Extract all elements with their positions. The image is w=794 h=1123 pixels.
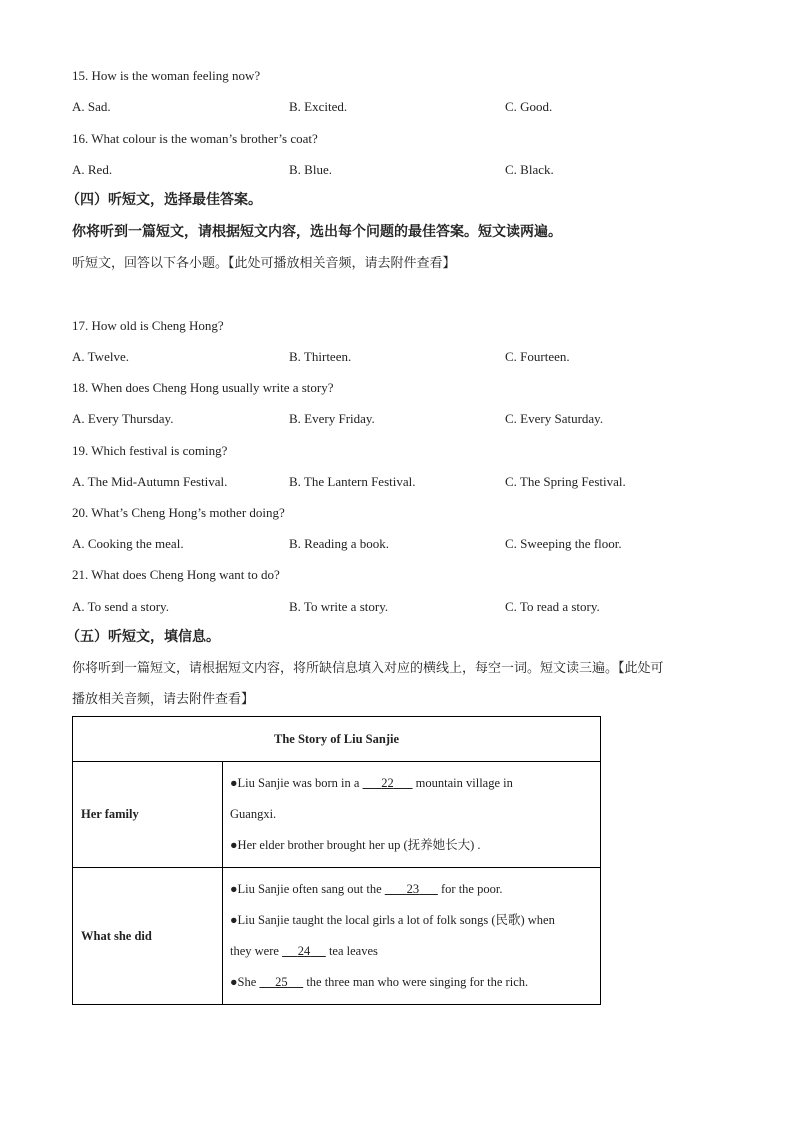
q19-option-b: B. The Lantern Festival. xyxy=(289,474,416,489)
q16-option-c: C. Black. xyxy=(505,162,554,177)
q19-option-c: C. The Spring Festival. xyxy=(505,474,626,489)
q19-option-a: A. The Mid-Autumn Festival. xyxy=(72,474,228,489)
question-17: 17. How old is Cheng Hong? xyxy=(72,318,224,333)
row-what-she-did-label: What she did xyxy=(73,868,223,1005)
bullet-born: ●Liu Sanjie was born in a 22 mountain village in xyxy=(230,776,513,790)
question-18: 18. When does Cheng Hong usually write a story? xyxy=(72,380,334,395)
question-16: 16. What colour is the woman’s brother’s coat? xyxy=(72,131,318,146)
section-5-heading: （五）听短文，填信息。 xyxy=(66,629,220,645)
bullet-taught-cont: they were 24 tea leaves xyxy=(230,944,378,958)
blank-22: 22 xyxy=(381,776,394,790)
q20-option-b: B. Reading a book. xyxy=(289,536,390,551)
story-table xyxy=(72,716,601,1005)
bullet-born-cont: Guangxi. xyxy=(230,807,277,821)
q15-option-a: A. Sad. xyxy=(72,99,111,114)
section-5-instruction-line1: 你将听到一篇短文，请根据短文内容，将所缺信息填入对应的横线上，每空一词。短文读三遍。【此处可 xyxy=(72,661,664,676)
bullet-taught: ●Liu Sanjie taught the local girls a lot of folk songs (民歌) when xyxy=(230,913,555,927)
question-20: 20. What’s Cheng Hong’s mother doing? xyxy=(72,505,285,520)
blank-25: 25 xyxy=(275,975,288,989)
q18-option-b: B. Every Friday. xyxy=(289,411,375,426)
q20-option-c: C. Sweeping the floor. xyxy=(505,536,622,551)
q18-option-a: A. Every Thursday. xyxy=(72,411,174,426)
question-21: 21. What does Cheng Hong want to do? xyxy=(72,567,280,582)
section-4-heading: （四）听短文，选择最佳答案。 xyxy=(66,192,262,208)
q21-option-c: C. To read a story. xyxy=(505,599,600,614)
q18-option-c: C. Every Saturday. xyxy=(505,411,604,426)
bullet-she: ●She 25 the three man who were singing for the rich. xyxy=(230,975,529,989)
q17-option-c: C. Fourteen. xyxy=(505,349,570,364)
q15-option-b: B. Excited. xyxy=(289,99,348,114)
bullet-brother: ●Her elder brother brought her up (抚养她长大) . xyxy=(230,838,481,852)
q16-option-b: B. Blue. xyxy=(289,162,332,177)
table-title: The Story of Liu Sanjie xyxy=(73,717,601,762)
question-19: 19. Which festival is coming? xyxy=(72,443,228,458)
q15-option-c: C. Good. xyxy=(505,99,553,114)
blank-23: 23 xyxy=(406,882,420,896)
section-4-note: 听短文，回答以下各小题。【此处可播放相关音频，请去附件查看】 xyxy=(72,256,456,271)
q17-option-a: A. Twelve. xyxy=(72,349,129,364)
row-her-family-label: Her family xyxy=(73,762,223,868)
row-what-she-did-content xyxy=(223,868,601,1005)
q21-option-b: B. To write a story. xyxy=(289,599,389,614)
q20-option-a: A. Cooking the meal. xyxy=(72,536,184,551)
bullet-sang: ●Liu Sanjie often sang out the 23 for the poor. xyxy=(230,882,503,896)
row-her-family-content xyxy=(223,762,601,868)
section-5-instruction-line2: 播放相关音频，请去附件查看】 xyxy=(72,692,255,707)
question-15: 15. How is the woman feeling now? xyxy=(72,68,261,83)
q17-option-b: B. Thirteen. xyxy=(289,349,352,364)
q16-option-a: A. Red. xyxy=(72,162,113,177)
section-4-instruction: 你将听到一篇短文，请根据短文内容，选出每个问题的最佳答案。短文读两遍。 xyxy=(72,224,562,240)
blank-24: 24 xyxy=(297,944,311,958)
q21-option-a: A. To send a story. xyxy=(72,599,169,614)
